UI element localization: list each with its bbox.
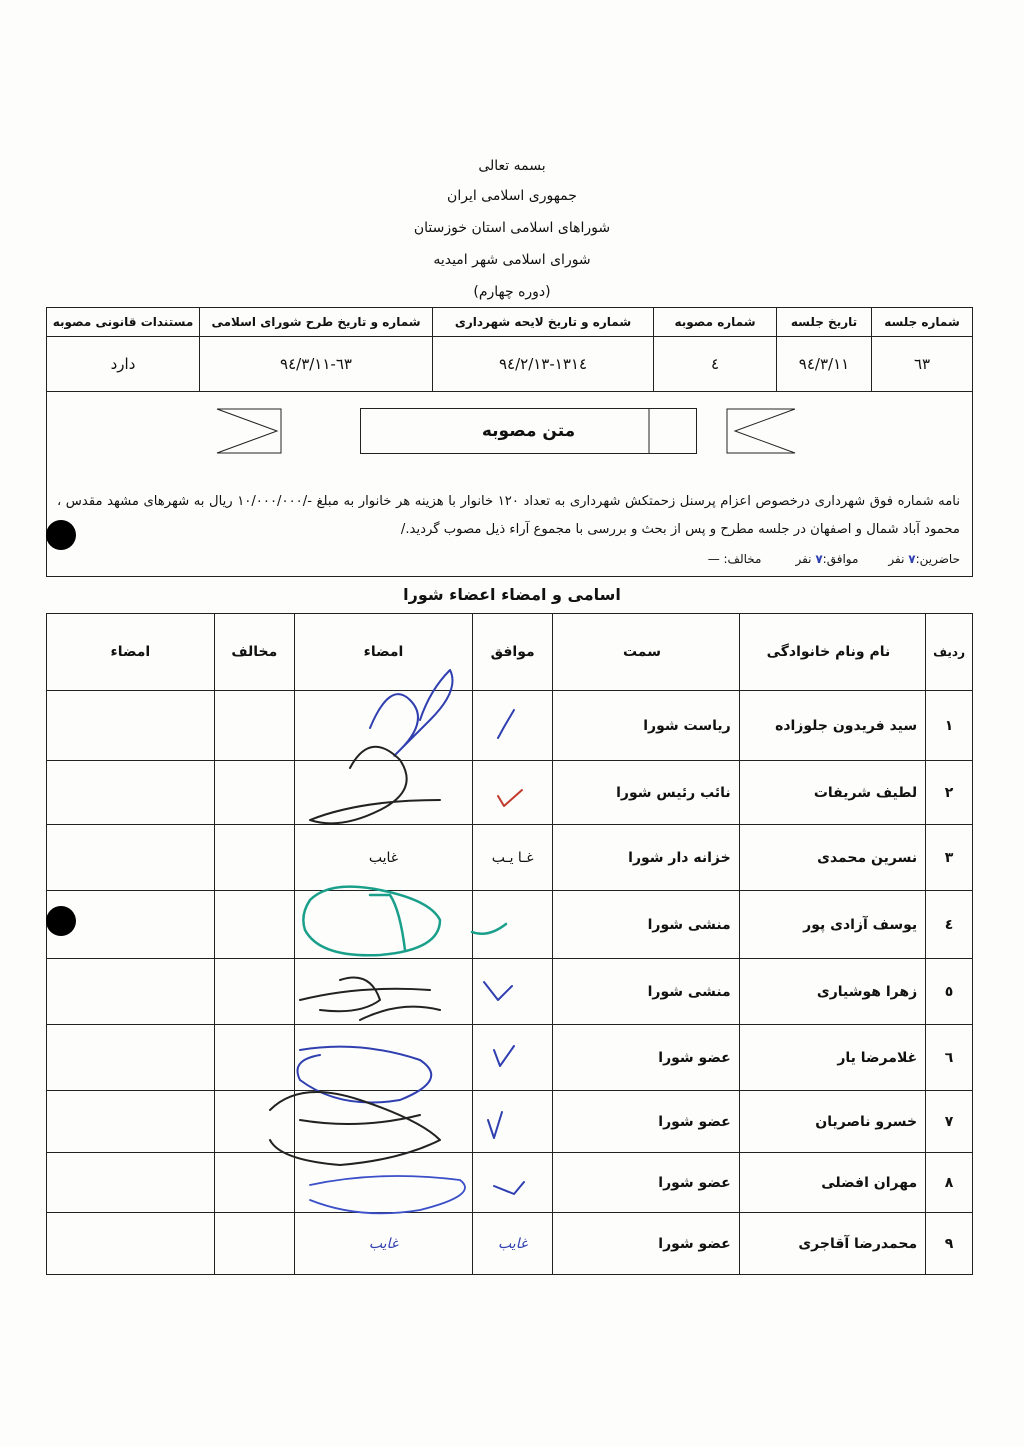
- member-role: عضو شورا: [553, 1091, 739, 1153]
- member-name: محمدرضا آقاجری: [739, 1213, 925, 1275]
- member-against: [214, 1025, 294, 1091]
- member-agree: [473, 1025, 553, 1091]
- col-sign-against: امضاء: [47, 614, 215, 691]
- member-signature: غایب: [294, 1213, 472, 1275]
- member-name: سید فریدون جلوزاده: [739, 691, 925, 761]
- header-session-number: شماره جلسه: [872, 308, 973, 337]
- table-row: [47, 761, 973, 825]
- member-name: زهرا هوشیاری: [739, 959, 925, 1025]
- member-signature-against: [47, 1025, 215, 1091]
- member-signature-against: [47, 1213, 215, 1275]
- resolution-section: [46, 390, 973, 577]
- member-name: یوسف آزادی پور: [739, 891, 925, 959]
- header-legal-basis: مستندات قانونی مصوبه: [47, 308, 200, 337]
- table-row: [47, 1213, 973, 1275]
- municipal-bill: ١٣١٤-٩٤/٢/١٣: [433, 337, 654, 392]
- col-sign: امضاء: [294, 614, 472, 691]
- member-signature-against: [47, 825, 215, 891]
- row-number: ٥: [926, 959, 973, 1025]
- member-signature-against: [47, 1091, 215, 1153]
- member-signature-against: [47, 959, 215, 1025]
- member-agree: [473, 891, 553, 959]
- table-row: [47, 891, 973, 959]
- members-table: [46, 613, 973, 1275]
- header-bismillah: بسمه تعالی: [478, 158, 546, 174]
- member-against: [214, 825, 294, 891]
- header-city-council: شورای اسلامی شهر امیدیه: [433, 252, 591, 268]
- table-row: [47, 1025, 973, 1091]
- members-title: اسامی و امضاء اعضاء شورا: [403, 585, 621, 604]
- against-count: [708, 552, 762, 566]
- header-country: جمهوری اسلامی ایران: [447, 188, 577, 204]
- member-role: منشی شورا: [553, 891, 739, 959]
- row-number: ١: [926, 691, 973, 761]
- member-name: خسرو ناصریان: [739, 1091, 925, 1153]
- agree-count: [795, 552, 858, 566]
- resolution-text: نامه شماره فوق شهرداری درخصوص اعزام پرسنل زحمتکش شهرداری به تعداد ١٢٠ خانوار با هزینه هر خانوار به مبلغ -/١٠/٠٠٠/٠٠٠ ریال به شهرهای مشهد مقدس ، محمود آباد شمال و اصفهان در جلسه مطرح و پس از بحث و بررسی با مجموع آراء ذیل مصوب گردید./: [57, 494, 960, 537]
- vote-summary: [708, 552, 960, 566]
- header-resolution-number: شماره مصوبه: [654, 308, 777, 337]
- row-number: ٦: [926, 1025, 973, 1091]
- col-role: سمت: [553, 614, 739, 691]
- col-row: ردیف: [926, 614, 973, 691]
- member-agree: غایب: [473, 1213, 553, 1275]
- punch-hole-icon: [46, 906, 76, 936]
- session-info-table: [46, 307, 973, 392]
- member-signature: [294, 761, 472, 825]
- member-signature: غایب: [294, 825, 472, 891]
- row-number: ٢: [926, 761, 973, 825]
- legal-basis: دارد: [47, 337, 200, 392]
- member-signature: [294, 691, 472, 761]
- present-label: حاضرین:: [915, 552, 960, 566]
- agree-unit: نفر: [795, 552, 812, 566]
- row-number: ٨: [926, 1153, 973, 1213]
- header-council-plan: شماره و تاریخ طرح شورای اسلامی: [200, 308, 433, 337]
- member-agree: غـا یـب: [473, 825, 553, 891]
- member-signature-against: [47, 1153, 215, 1213]
- member-name: غلامرضا یار: [739, 1025, 925, 1091]
- member-role: عضو شورا: [553, 1025, 739, 1091]
- member-signature: [294, 1153, 472, 1213]
- col-agree: موافق: [473, 614, 553, 691]
- table-row: [47, 691, 973, 761]
- member-agree: [473, 1153, 553, 1213]
- member-against: [214, 891, 294, 959]
- member-agree: [473, 959, 553, 1025]
- resolution-title: متن مصوبه: [360, 408, 697, 454]
- header-province-councils: شوراهای اسلامی استان خوزستان: [413, 220, 611, 236]
- member-name: مهران افضلی: [739, 1153, 925, 1213]
- member-against: [214, 1153, 294, 1213]
- row-number: ٩: [926, 1213, 973, 1275]
- against-label: مخالف:: [723, 552, 762, 566]
- member-signature-against: [47, 761, 215, 825]
- header-term: (دوره چهارم): [473, 284, 551, 300]
- resolution-number: ٤: [654, 337, 777, 392]
- table-row: [47, 1153, 973, 1213]
- present-value: ٧: [908, 552, 916, 566]
- session-number: ٦٣: [872, 337, 973, 392]
- member-against: [214, 1091, 294, 1153]
- row-number: ٣: [926, 825, 973, 891]
- member-against: [214, 761, 294, 825]
- table-row: [47, 959, 973, 1025]
- punch-hole-icon: [46, 520, 76, 550]
- member-name: لطیف شریفات: [739, 761, 925, 825]
- member-agree: [473, 691, 553, 761]
- row-number: ٤: [926, 891, 973, 959]
- member-signature: [294, 1025, 472, 1091]
- table-row: [47, 825, 973, 891]
- agree-label: موافق:: [822, 552, 859, 566]
- agree-value: ٧: [815, 552, 823, 566]
- header-municipal-bill: شماره و تاریخ لایحه شهرداری: [433, 308, 654, 337]
- member-role: نائب رئیس شورا: [553, 761, 739, 825]
- member-agree: [473, 761, 553, 825]
- member-role: ریاست شورا: [553, 691, 739, 761]
- col-against: مخالف: [214, 614, 294, 691]
- header-session-date: تاریخ جلسه: [777, 308, 872, 337]
- against-value: —: [707, 552, 720, 566]
- row-number: ٧: [926, 1091, 973, 1153]
- member-against: [214, 959, 294, 1025]
- member-role: عضو شورا: [553, 1213, 739, 1275]
- col-name: نام ونام خانوادگی: [739, 614, 925, 691]
- member-name: نسرین محمدی: [739, 825, 925, 891]
- present-count: [888, 552, 960, 566]
- session-date: ٩٤/٣/١١: [777, 337, 872, 392]
- council-plan: ٦٣-٩٤/٣/١١: [200, 337, 433, 392]
- member-signature: [294, 891, 472, 959]
- member-signature-against: [47, 691, 215, 761]
- table-row: [47, 1091, 973, 1153]
- member-signature: [294, 959, 472, 1025]
- member-role: خزانه دار شورا: [553, 825, 739, 891]
- member-against: [214, 1213, 294, 1275]
- member-role: عضو شورا: [553, 1153, 739, 1213]
- member-role: منشی شورا: [553, 959, 739, 1025]
- member-agree: [473, 1091, 553, 1153]
- member-signature: [294, 1091, 472, 1153]
- present-unit: نفر: [888, 552, 905, 566]
- member-against: [214, 691, 294, 761]
